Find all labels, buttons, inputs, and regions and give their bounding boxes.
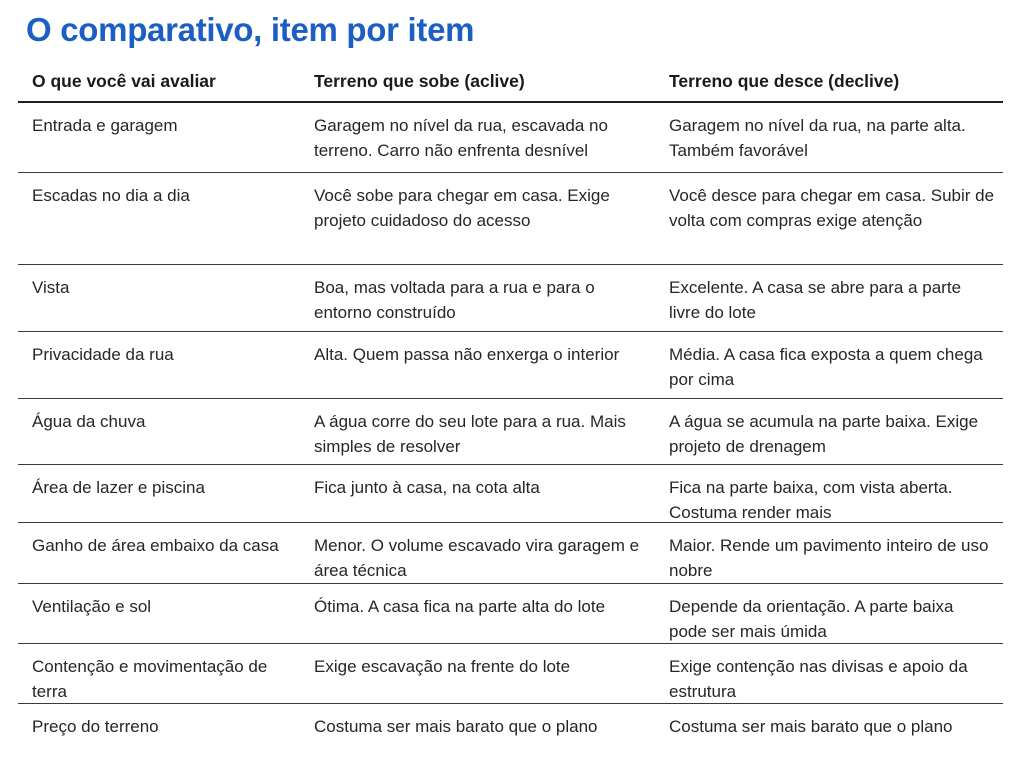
table-cell-item: Vista xyxy=(32,278,70,297)
table-cell-aclive: A água corre do seu lote para a rua. Mais simples de resolver xyxy=(314,412,626,456)
table-row xyxy=(18,644,1003,704)
table-cell-aclive: Boa, mas voltada para a rua e para o entorno construído xyxy=(314,278,595,322)
column-header-item: O que você vai avaliar xyxy=(32,71,216,91)
table-cell-aclive: Garagem no nível da rua, escavada no terreno. Carro não enfrenta desnível xyxy=(314,116,608,160)
column-header-aclive: Terreno que sobe (aclive) xyxy=(314,71,525,91)
table-cell-declive: A água se acumula na parte baixa. Exige projeto de drenagem xyxy=(669,412,979,456)
table-cell-aclive: Ótima. A casa fica na parte alta do lote xyxy=(314,597,606,616)
table-cell-item: Ganho de área embaixo da casa xyxy=(32,536,279,555)
table-cell-declive: Maior. Rende um pavimento inteiro de uso nobre xyxy=(669,536,989,580)
table-cell-declive: Fica na parte baixa, com vista aberta. Costuma render mais xyxy=(669,478,953,522)
table-cell-item: Área de lazer e piscina xyxy=(32,478,205,497)
table-cell-item: Contenção e movimentação de terra xyxy=(32,657,268,701)
page-title: O comparativo, item por item xyxy=(26,11,475,48)
table-row xyxy=(18,103,1003,173)
table-cell-aclive: Costuma ser mais barato que o plano xyxy=(314,717,598,736)
table-cell-item: Ventilação e sol xyxy=(32,597,152,616)
table-cell-aclive: Fica junto à casa, na cota alta xyxy=(314,478,540,497)
table-cell-declive: Costuma ser mais barato que o plano xyxy=(669,717,953,736)
table-cell-declive: Excelente. A casa se abre para a parte livre do lote xyxy=(669,278,962,322)
table-cell-aclive: Alta. Quem passa não enxerga o interior xyxy=(314,345,620,364)
table-row xyxy=(18,523,1003,584)
table-cell-item: Privacidade da rua xyxy=(32,345,174,364)
table-row xyxy=(18,465,1003,523)
table-cell-item: Água da chuva xyxy=(32,412,146,431)
table-cell-declive: Garagem no nível da rua, na parte alta. Também favorável xyxy=(669,116,966,160)
comparison-table xyxy=(18,62,1003,752)
table-cell-aclive: Menor. O volume escavado vira garagem e área técnica xyxy=(314,536,640,580)
table-cell-item: Escadas no dia a dia xyxy=(32,186,190,205)
table-cell-declive: Você desce para chegar em casa. Subir de volta com compras exige atenção xyxy=(669,186,995,230)
table-cell-item: Entrada e garagem xyxy=(32,116,178,135)
table-cell-aclive: Exige escavação na frente do lote xyxy=(314,657,571,676)
table-cell-item: Preço do terreno xyxy=(32,717,159,736)
table-header-row xyxy=(18,62,1003,103)
table-cell-declive: Exige contenção nas divisas e apoio da estrutura xyxy=(669,657,968,701)
table-cell-aclive: Você sobe para chegar em casa. Exige projeto cuidadoso do acesso xyxy=(314,186,610,230)
table-row xyxy=(18,173,1003,265)
table-cell-declive: Depende da orientação. A parte baixa pode ser mais úmida xyxy=(669,597,954,641)
table-row xyxy=(18,584,1003,644)
table-row xyxy=(18,399,1003,465)
table-row xyxy=(18,332,1003,399)
column-header-declive: Terreno que desce (declive) xyxy=(669,71,900,91)
table-row xyxy=(18,265,1003,332)
table-row xyxy=(18,704,1003,752)
table-cell-declive: Média. A casa fica exposta a quem chega por cima xyxy=(669,345,983,389)
